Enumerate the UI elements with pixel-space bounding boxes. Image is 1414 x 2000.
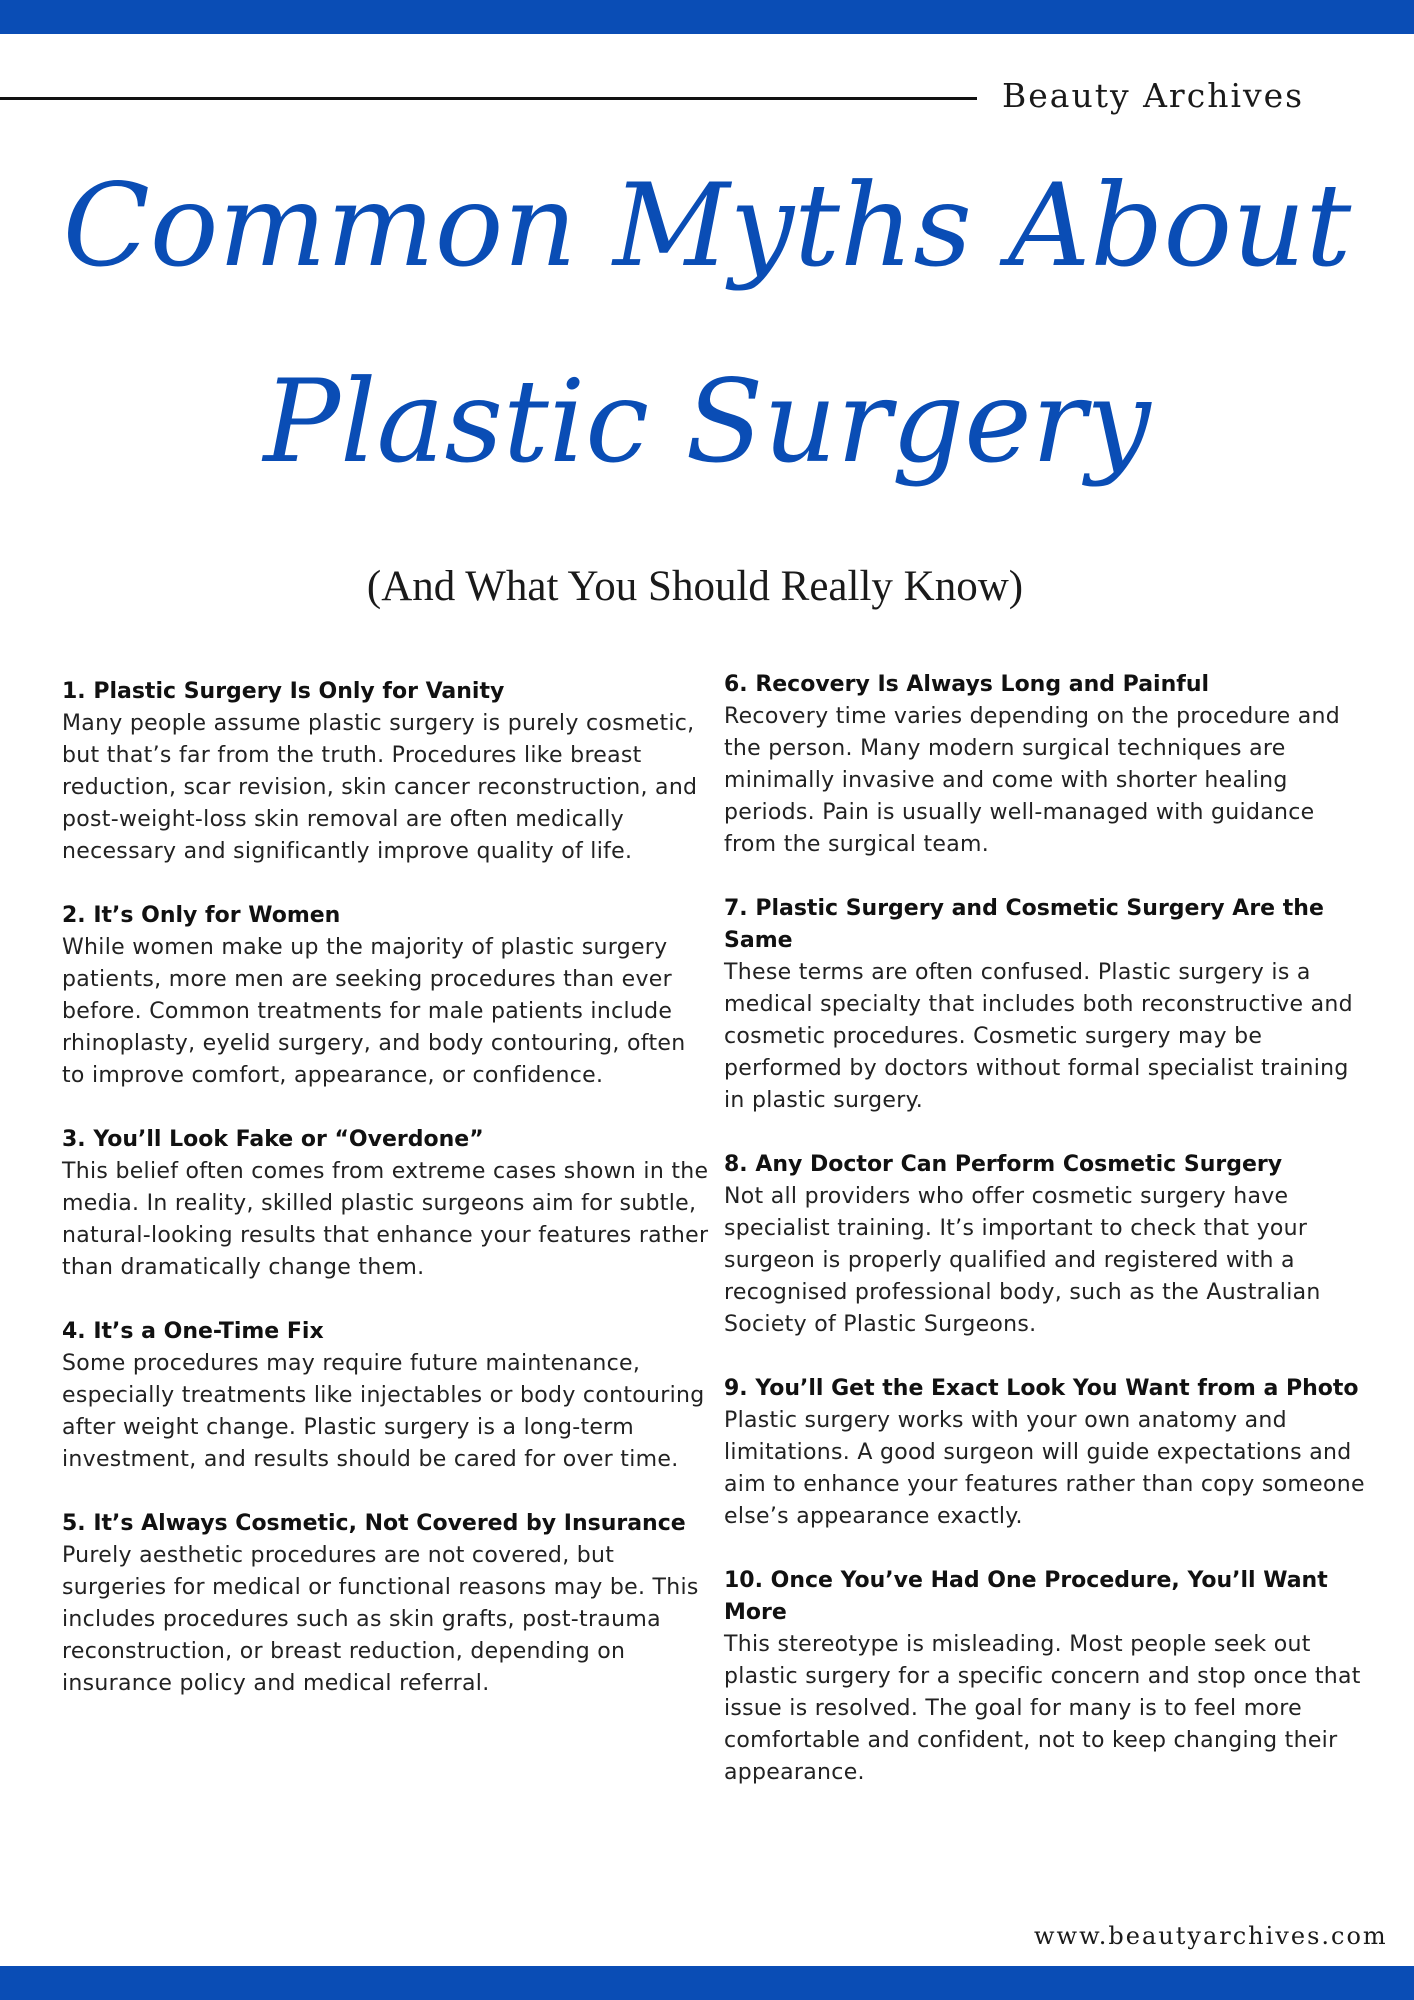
myth-body: Many people assume plastic surgery is purely cosmetic, but that’s far from the truth. Procedures like breast reduction, scar revision, skin cancer reconstruction, and post-weight-loss skin removal are often medically necessary and significantly improve quality of life. [62, 711, 698, 864]
myth-title: 4. It’s a One-Time Fix [62, 1319, 324, 1344]
page-subtitle: (And What You Should Really Know) [366, 563, 1024, 610]
myth-item [62, 1316, 712, 1476]
myth-body: While women make up the majority of plastic surgery patients, more men are seeking procedures than ever before. Common treatments for male patients include rhinoplasty, eyelid surgery, and body contouring, often to improve comfort, appearance, or confidence. [62, 935, 686, 1088]
myth-item [724, 1373, 1374, 1533]
myth-item [62, 676, 712, 868]
myth-item [724, 893, 1374, 1117]
myth-item [62, 1124, 712, 1284]
myth-title: 1. Plastic Surgery Is Only for Vanity [62, 679, 505, 704]
top-accent-bar [0, 0, 1414, 34]
myth-title: 6. Recovery Is Always Long and Painful [724, 672, 1210, 697]
myth-body: Not all providers who offer cosmetic surgery have specialist training. It’s important to check that your surgeon is properly qualified and registered with a recognised professional body, such as the Australian Society of Plastic Surgeons. [724, 1184, 1321, 1337]
myth-body: Some procedures may require future maintenance, especially treatments like injectables or body contouring after weight change. Plastic surgery is a long-term investment, and results should be cared for over time. [62, 1351, 705, 1472]
myth-title: 8. Any Doctor Can Perform Cosmetic Surgery [724, 1152, 1283, 1177]
myth-body: These terms are often confused. Plastic surgery is a medical specialty that includes both reconstructive and cosmetic procedures. Cosmetic surgery may be performed by doctors without formal specialist training in plastic surgery. [724, 960, 1353, 1113]
myth-item [724, 1565, 1374, 1789]
myth-title: 10. Once You’ve Had One Procedure, You’ll Want More [724, 1568, 1328, 1625]
myth-item [724, 1149, 1374, 1341]
header-rule [0, 97, 977, 100]
brand-name: Beauty Archives [1002, 76, 1305, 115]
bottom-accent-bar [0, 1966, 1414, 2000]
myth-title: 9. You’ll Get the Exact Look You Want from a Photo [724, 1376, 1359, 1401]
myth-body: Plastic surgery works with your own anatomy and limitations. A good surgeon will guide expectations and aim to enhance your features rather than copy someone else’s appearance exactly. [724, 1408, 1365, 1529]
myth-item [62, 900, 712, 1092]
page-title: Common Myths About Plastic Surgery [62, 159, 1352, 488]
myth-body: This stereotype is misleading. Most people seek out plastic surgery for a specific concern and stop once that issue is resolved. The goal for many is to feel more comfortable and confident, not to keep changing their appearance. [724, 1632, 1361, 1785]
myth-title: 5. It’s Always Cosmetic, Not Covered by Insurance [62, 1511, 686, 1536]
myth-title: 2. It’s Only for Women [62, 903, 341, 928]
myth-item [62, 1508, 712, 1700]
myths-column-left [62, 676, 712, 1732]
myths-column-right [724, 669, 1374, 1821]
myth-title: 7. Plastic Surgery and Cosmetic Surgery Are the Same [724, 896, 1324, 953]
myth-item [724, 669, 1374, 861]
myth-body: This belief often comes from extreme cases shown in the media. In reality, skilled plastic surgeons aim for subtle, natural-looking results that enhance your features rather than dramatically change them. [62, 1159, 709, 1280]
myth-body: Recovery time varies depending on the procedure and the person. Many modern surgical techniques are minimally invasive and come with shorter healing periods. Pain is usually well-managed with guidance from the surgical team. [724, 704, 1341, 857]
website-link[interactable]: www.beautyarchives.com [1034, 1922, 1388, 1950]
myth-title: 3. You’ll Look Fake or “Overdone” [62, 1127, 484, 1152]
myth-body: Purely aesthetic procedures are not covered, but surgeries for medical or functional reasons may be. This includes procedures such as skin grafts, post-trauma reconstruction, or breast reduction, depending on insurance policy and medical referral. [62, 1543, 699, 1696]
